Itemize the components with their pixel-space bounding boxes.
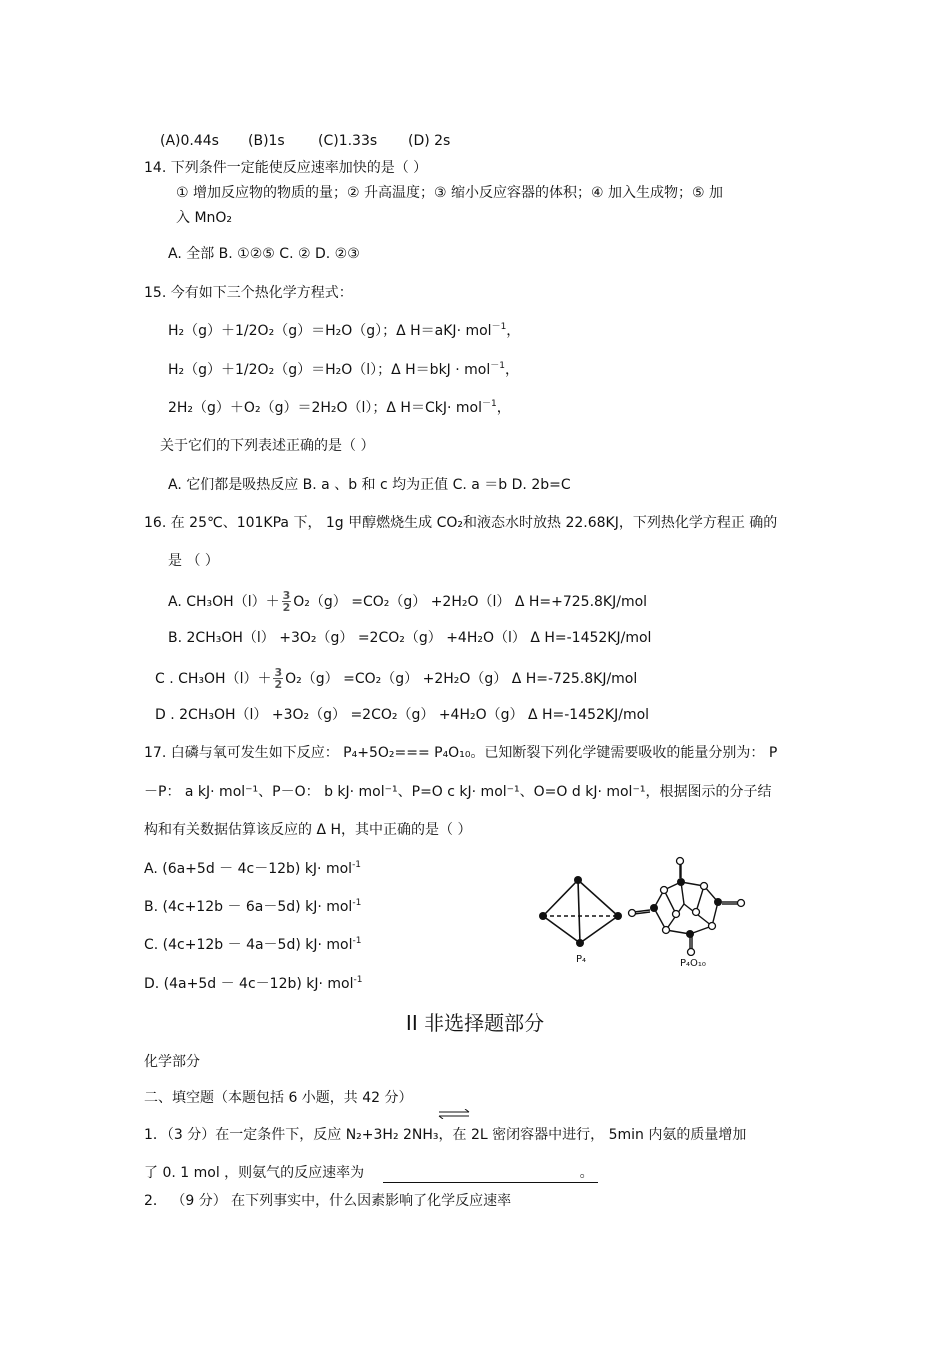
q15-eq3 — [168, 398, 511, 418]
fill-in-1-line1: 1．（3 分）在一定条件下，反应 N₂+3H₂ 2NH₃，在 2L 密闭容器中进行， 5min 内氨的质量增加 — [144, 1127, 747, 1143]
q16-stem-line2: 是 （ ） — [168, 553, 219, 569]
q14-options: A. 全部 B. ①②⑤ C. ② D. ②③ — [168, 246, 360, 262]
fill-in-2-line1: 2． （9 分） 在下列事实中，什么因素影响了化学反应速率 — [144, 1193, 512, 1209]
q15-eq2-sup: －1 — [490, 361, 505, 371]
q16-stem: 16. 在 25℃、101KPa 下， 1g 甲醇燃烧生成 CO₂和液态水时放热 22.68KJ，下列热化学方程正 确的 — [144, 515, 778, 531]
q17-option-c — [144, 935, 361, 955]
q17-option-d — [144, 974, 363, 994]
q15-question: 关于它们的下列表述正确的是（ ） — [160, 438, 375, 454]
fill-in-1-prompt: 了 0. 1 mol ，则氨气的反应速率为 — [144, 1165, 365, 1181]
q15-eq1-tail: ， — [506, 323, 521, 339]
q16-option-a — [168, 590, 647, 613]
q15-eq2-text: H₂（g）＋1/2O₂（g）＝H₂O（l）；Δ H＝bkJ · mol — [168, 362, 491, 378]
fraction-denominator: 2 — [274, 678, 283, 691]
q17-bond-energies: －P： a kJ· mol⁻¹、P－O： b kJ· mol⁻¹、P=O c kJ· mol⁻¹、O=O d kJ· mol⁻¹，根据图示的分子结 — [144, 784, 772, 800]
part-heading: 二、填空题（本题包括 6 小题，共 42 分） — [144, 1090, 413, 1106]
q15-eq3-text: 2H₂（g）＋O₂（g）＝2H₂O（l）；Δ H＝CkJ· mol — [168, 400, 482, 416]
q17-option-b — [144, 897, 361, 917]
q15-eq1-sup: －1 — [491, 322, 507, 332]
fill-in-1-line2 — [144, 1163, 594, 1183]
fraction-denominator: 2 — [282, 601, 291, 614]
fraction-three-halves — [273, 667, 283, 690]
q16-option-c-pre: C . CH₃OH（l）＋ — [155, 670, 272, 687]
q15-stem: 15. 今有如下三个热化学方程式： — [144, 285, 353, 301]
fraction-numerator: 3 — [274, 666, 283, 679]
q16-option-b: B. 2CH₃OH（l） +3O₂（g） =2CO₂（g） +4H₂O（l） Δ H=-1452KJ/mol — [168, 630, 652, 646]
fraction-three-halves — [282, 590, 292, 613]
q14-stem: 14. 下列条件一定能使反应速率加快的是（ ） — [144, 160, 428, 176]
q13-options — [160, 131, 450, 151]
q15-eq2 — [168, 360, 519, 380]
fill-in-1-end: 。 — [579, 1165, 594, 1181]
q13-option-b: (B)1s — [248, 133, 285, 149]
p4o10-structure-figure — [626, 856, 748, 956]
q17-option-c-text: C. (4c+12b － 4a－5d) kJ· mol — [144, 937, 353, 953]
q15-eq2-tail: ， — [504, 362, 519, 378]
q17-option-a — [144, 859, 361, 879]
q16-option-c-post: O₂（g） =CO₂（g） +2H₂O（g） Δ H=-725.8KJ/mol — [285, 670, 638, 687]
q13-option-c: (C)1.33s — [318, 133, 378, 149]
q15-eq1-text: H₂（g）＋1/2O₂（g）＝H₂O（g）；Δ H＝aKJ· mol — [168, 323, 492, 339]
q17-option-b-text: B. (4c+12b － 6a－5d) kJ· mol — [144, 899, 353, 915]
q15-options: A. 它们都是吸热反应 B. a 、b 和 c 均为正值 C. a ＝b D. 2b=C — [168, 477, 571, 493]
q17-question: 构和有关数据估算该反应的 Δ H，其中正确的是（ ） — [144, 822, 472, 838]
q17-stem: 17. 白磷与氧可发生如下反应： P₄+5O₂=== P₄O₁₀。已知断裂下列化学键需要吸收的能量分别为： P — [144, 745, 778, 761]
fraction-numerator: 3 — [282, 589, 291, 602]
q17-option-d-text: D. (4a+5d － 4c－12b) kJ· mol — [144, 976, 354, 992]
q16-option-a-pre: A. CH₃OH（l）＋ — [168, 593, 280, 610]
q17-option-c-sup: -1 — [352, 936, 362, 946]
q15-eq3-tail: ， — [496, 400, 511, 416]
subject-heading: 化学部分 — [144, 1054, 200, 1070]
answer-blank[interactable] — [383, 1168, 598, 1183]
q13-option-d: (D) 2s — [408, 133, 451, 149]
q15-eq3-sup: －1 — [481, 399, 497, 409]
q16-option-d: D . 2CH₃OH（l） +3O₂（g） =2CO₂（g） +4H₂O（g） Δ H=-1452KJ/mol — [155, 707, 650, 723]
q17-option-a-text: A. (6a+5d － 4c－12b) kJ· mol — [144, 861, 353, 877]
q17-option-a-sup: -1 — [352, 860, 362, 870]
q16-option-a-post: O₂（g） =CO₂（g） +2H₂O（l） Δ H=+725.8KJ/mol — [293, 593, 648, 610]
p4-figure-label: P₄ — [576, 954, 587, 965]
equilibrium-arrow-icon — [437, 1109, 471, 1119]
q14-conditions-line1: ① 增加反应物的物质的量；② 升高温度；③ 缩小反应容器的体积；④ 加入生成物；⑤ 加 — [176, 185, 724, 201]
section-title: II 非选择题部分 — [405, 1011, 545, 1035]
q13-option-a: (A)0.44s — [160, 133, 219, 149]
q17-option-b-sup: -1 — [352, 898, 362, 908]
q14-conditions-line2: 入 MnO₂ — [176, 210, 233, 226]
q16-option-c — [155, 667, 637, 690]
q15-eq1 — [168, 321, 520, 341]
p4o10-figure-label: P₄O₁₀ — [680, 958, 706, 969]
p4-structure-figure — [535, 872, 625, 952]
q17-option-d-sup: -1 — [353, 975, 363, 985]
